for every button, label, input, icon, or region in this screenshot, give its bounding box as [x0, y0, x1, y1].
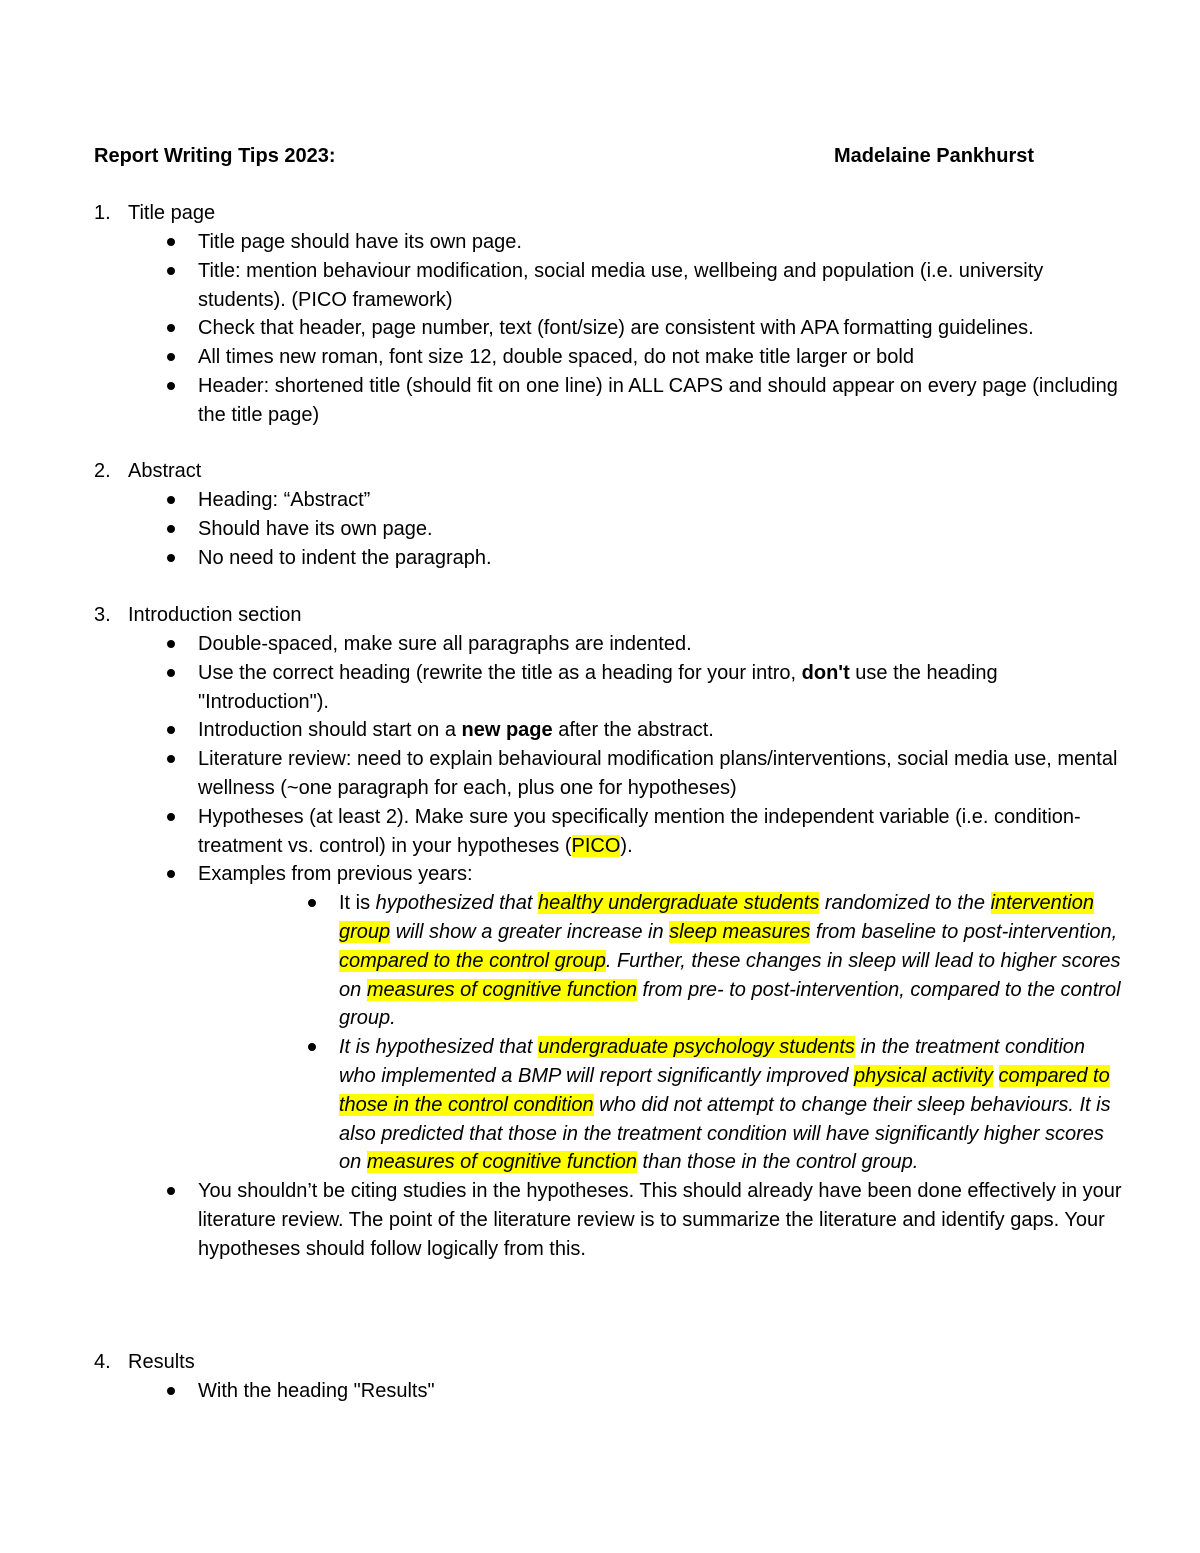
list-item: Hypotheses (at least 2). Make sure you specifically mention the independent variable (i.e. condition- treatment vs. control) in your hypotheses (PICO).: [198, 803, 1124, 861]
bullet-icon: [167, 496, 175, 504]
bullet-icon: [167, 813, 175, 821]
bullet-icon: [167, 755, 175, 763]
section-title: Introduction section: [128, 604, 302, 626]
section-number: 1.: [94, 202, 111, 224]
list-item: You shouldn’t be citing studies in the hypotheses. This should already have been done effectively in your literature review. The point of the literature review is to summarize the literature and identify gaps. Your hypotheses should follow logically from this.: [198, 1177, 1124, 1263]
list-item: Title: mention behaviour modification, social media use, wellbeing and population (i.e. university students). (PICO framework): [198, 257, 1124, 315]
bullet-icon: [167, 525, 175, 533]
list-item: Literature review: need to explain behavioural modification plans/interventions, social media use, mental wellness (~one paragraph for each, plus one for hypotheses): [198, 745, 1124, 803]
bullet-icon: [167, 1187, 175, 1195]
section-title: Abstract: [128, 460, 202, 482]
list-item: Check that header, page number, text (font/size) are consistent with APA formatting guidelines.: [198, 314, 1124, 343]
bullet-icon: [167, 382, 175, 390]
section-number: 3.: [94, 604, 111, 626]
section-title-page: [94, 199, 1124, 430]
example-list: [198, 889, 1124, 1177]
highlighted-text: PICO: [571, 834, 621, 857]
example-hypothesis-2: It is hypothesized that undergraduate psychology students in the treatment condition who implemented a BMP will report significantly improved physical activity compared to those in the control condition who did not attempt to change their sleep behaviours. It is also predicted that those in the treatment condition will have significantly higher scores on measures of cognitive function than those in the control group.: [339, 1033, 1124, 1177]
list-item: All times new roman, font size 12, double spaced, do not make title larger or bold: [198, 343, 1124, 372]
bullet-icon: [167, 870, 175, 878]
bullet-icon: [308, 1043, 316, 1051]
section-heading: [94, 457, 1124, 486]
list-item: Should have its own page.: [198, 515, 1124, 544]
highlighted-text: intervention group: [339, 892, 1094, 943]
highlighted-text: healthy undergraduate students: [538, 892, 820, 915]
section-number: 2.: [94, 460, 111, 482]
section-heading: [94, 1348, 1124, 1377]
author-name: Madelaine Pankhurst: [834, 145, 1035, 167]
bullet-icon: [167, 238, 175, 246]
bullet-list: [94, 486, 1124, 572]
example-hypothesis-1: It is hypothesized that healthy undergraduate students randomized to the intervention group will show a greater increase in sleep measures from baseline to post-intervention, compared to the control group. Further, these changes in sleep will lead to higher scores on measures of cognitive function from pre- to post-intervention, compared to the control group.: [339, 889, 1124, 1033]
list-item: No need to indent the paragraph.: [198, 544, 1124, 573]
section-title: Results: [128, 1351, 195, 1373]
highlighted-text: compared to those in the control condition: [339, 1064, 1110, 1116]
bullet-icon: [167, 267, 175, 275]
highlighted-text: undergraduate psychology students: [538, 1036, 855, 1059]
bullet-icon: [167, 1387, 175, 1395]
bullet-icon: [167, 554, 175, 562]
list-item: Use the correct heading (rewrite the title as a heading for your intro, don't use the heading "Introduction").: [198, 659, 1124, 717]
section-heading: [94, 601, 1124, 630]
list-item: Header: shortened title (should fit on one line) in ALL CAPS and should appear on every page (including the title page): [198, 372, 1124, 430]
highlighted-text: compared to the control group: [339, 949, 606, 972]
highlighted-text: measures of cognitive function: [366, 1151, 637, 1174]
section-results: [94, 1348, 1124, 1406]
bullet-icon: [167, 669, 175, 677]
list-item: Heading: “Abstract”: [198, 486, 1124, 515]
list-item: With the heading "Results": [198, 1377, 1124, 1406]
section-introduction: [94, 601, 1124, 1264]
bullet-icon: [308, 899, 316, 907]
bullet-list: [94, 228, 1124, 430]
document-title: Report Writing Tips 2023:: [94, 145, 336, 167]
list-item: Double-spaced, make sure all paragraphs are indented.: [198, 630, 1124, 659]
highlighted-text: measures of cognitive function: [366, 978, 637, 1001]
list-item: Examples from previous years: It is hypothesized that healthy undergraduate students randomized to the intervention group will show a greater increase in sleep measures from baseline to post-intervention, compared to the control group. Further, these changes in sleep will lead to higher scores on measures of cognitive function from pre- to post-intervention, compared to the control group. It is hypothesized that undergraduate psychology students in the treatment condition who implemented a BMP will report significantly improved physical activity compared to those in the control condition who did not attempt to change their sleep behaviours. It is also predicted that those in the treatment condition will have significantly higher scores on measures of cognitive function than those in the control group.: [198, 860, 1124, 1177]
bullet-icon: [167, 324, 175, 332]
bullet-list: [94, 1377, 1124, 1406]
list-item: Introduction should start on a new page after the abstract.: [198, 716, 1124, 745]
bullet-list: [94, 630, 1124, 1264]
highlighted-text: sleep measures: [669, 920, 811, 943]
bullet-icon: [167, 726, 175, 734]
list-item: Title page should have its own page.: [198, 228, 1124, 257]
section-number: 4.: [94, 1351, 111, 1373]
highlighted-text: physical activity: [854, 1064, 993, 1087]
section-abstract: [94, 457, 1124, 572]
section-title: Title page: [128, 202, 216, 224]
bullet-icon: [167, 640, 175, 648]
bullet-icon: [167, 353, 175, 361]
section-heading: [94, 199, 1124, 228]
